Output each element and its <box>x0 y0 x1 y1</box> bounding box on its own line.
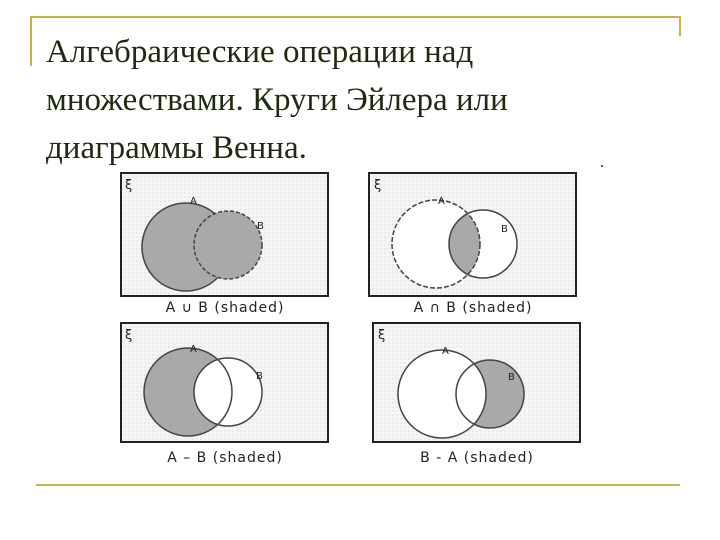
universe-label: ξ <box>125 178 133 193</box>
venn-panel-intersection <box>368 172 578 322</box>
frame-line-bottom <box>36 484 680 486</box>
set-a-label: A <box>438 196 445 207</box>
universe-label: ξ <box>374 178 382 193</box>
slide-title-line-3: диаграммы Венна. <box>46 130 307 166</box>
venn-diagram-intersection <box>368 172 578 297</box>
caption-union: A ∪ B (shaded) <box>165 300 285 316</box>
venn-diagram-union <box>120 172 330 297</box>
caption-difference-a-b: A – B (shaded) <box>167 450 283 466</box>
venn-panel-difference-b-a <box>372 322 582 472</box>
caption-intersection: A ∩ B (shaded) <box>413 300 533 316</box>
slide-title-line-1: Алгебраические операции над <box>46 34 474 70</box>
set-b-label: B <box>501 224 508 235</box>
venn-panel-union <box>120 172 330 322</box>
slide-title-line-2: множествами. Круги Эйлера или <box>46 82 508 118</box>
set-b-label: B <box>257 221 264 232</box>
frame-line-top <box>30 16 680 18</box>
universe-label: ξ <box>378 328 386 343</box>
venn-diagram-difference-a-b <box>120 322 330 444</box>
venn-panel-difference-a-b <box>120 322 330 472</box>
venn-diagram-difference-b-a <box>372 322 582 444</box>
universe-label: ξ <box>125 328 133 343</box>
slide-title <box>46 28 646 172</box>
set-a-label: A <box>190 344 197 355</box>
caption-difference-b-a: B - A (shaded) <box>420 450 534 466</box>
frame-line-left <box>30 16 32 66</box>
set-b-circle <box>194 211 262 279</box>
set-a-label: A <box>190 196 197 207</box>
set-a-label: A <box>442 346 449 357</box>
set-b-label: B <box>508 372 515 383</box>
set-b-label: B <box>256 371 263 382</box>
frame-line-right <box>679 16 681 36</box>
